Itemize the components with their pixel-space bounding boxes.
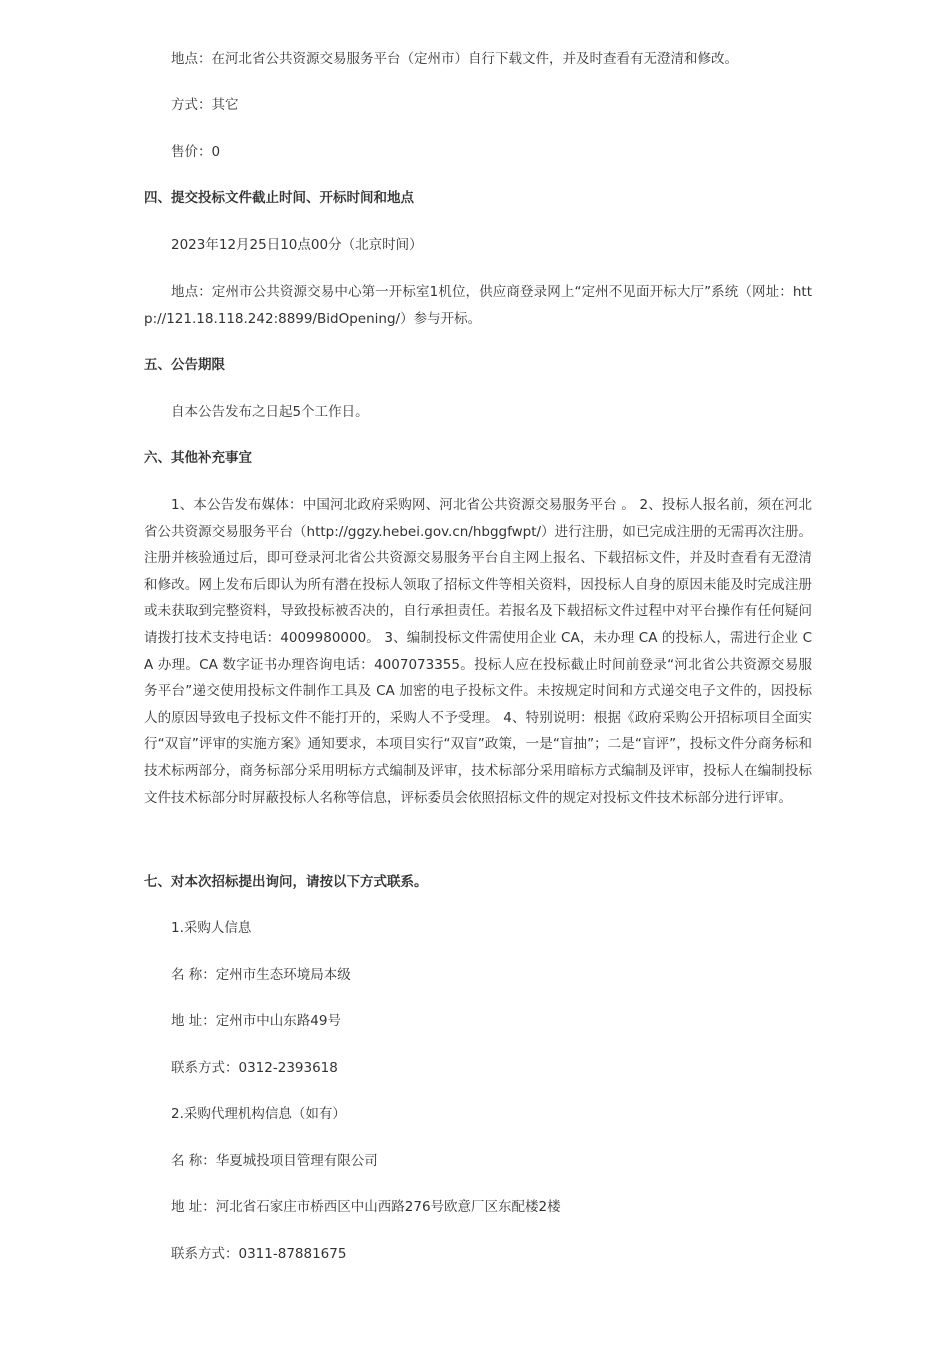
section-4-heading: 四、提交投标文件截止时间、开标时间和地点 (144, 190, 414, 206)
purchaser-contact: 联系方式：0312-2393618 (171, 1060, 338, 1076)
document-price: 售价：0 (171, 144, 221, 160)
acquisition-method: 方式：其它 (171, 97, 239, 113)
supplementary-notes: 1、本公告发布媒体：中国河北政府采购网、河北省公共资源交易服务平台 。 2、投标人报名前，须在河北省公共资源交易服务平台（http://ggzy.hebei.gov.cn/hbggfwpt/）进行注册，如已完成注册的无需再次注册。注册并核验通过后，即可登录河北省公共资源交易服务平台自主网上报名、下载招标文件，并及时查看有无澄清和修改。网上发布后即认为所有潜在投标人领取了招标文件等相关资料，因投标人自身的原因未能及时完成注册或未获取到完整资料，导致投标被否决的，自行承担责任。若报名及下载招标文件过程中对平台操作有任何疑问请拨打技术支持电话：4009980000。 3、编制投标文件需使用企业 CA，未办理 CA 的投标人，需进行企业 CA 办理。CA 数字证书办理咨询电话：4007073355。投标人应在投标截止时间前登录“河北省公共资源交易服务平台”递交使用投标文件制作工具及 CA 加密的电子投标文件。未按规定时间和方式递交电子文件的，因投标人的原因导致电子投标文件不能打开的，采购人不予受理。 4、特别说明：根据《政府采购公开招标项目全面实行“双盲”评审的实施方案》通知要求，本项目实行“双盲”政策，一是“盲抽”；二是“盲评”，投标文件分商务标和技术标两部分，商务标部分采用明标方式编制及评审，技术标部分采用暗标方式编制及评审，投标人在编制投标文件技术标部分时屏蔽投标人名称等信息，评标委员会依照招标文件的规定对投标文件技术标部分进行评审。 (144, 497, 812, 806)
agency-title: 2.采购代理机构信息（如有） (171, 1106, 346, 1122)
agency-contact: 联系方式：0311-87881675 (171, 1246, 347, 1262)
purchaser-name: 名 称：定州市生态环境局本级 (171, 967, 351, 983)
deadline-time: 2023年12月25日10点00分（北京时间） (171, 237, 423, 253)
opening-location: 地点：定州市公共资源交易中心第一开标室1机位，供应商登录网上“定州不见面开标大厅”系统（网址：http://121.18.118.242:8899/BidOpening/）参与开标。 (144, 284, 812, 327)
download-location: 地点：在河北省公共资源交易服务平台（定州市）自行下载文件，并及时查看有无澄清和修改。 (171, 51, 738, 67)
purchaser-address: 地 址：定州市中山东路49号 (171, 1013, 341, 1029)
section-6-heading: 六、其他补充事宜 (144, 450, 252, 466)
agency-address: 地 址：河北省石家庄市桥西区中山西路276号欧意厂区东配楼2楼 (171, 1199, 561, 1215)
announcement-period: 自本公告发布之日起5个工作日。 (171, 404, 369, 420)
agency-name: 名 称：华夏城投项目管理有限公司 (171, 1153, 378, 1169)
purchaser-title: 1.采购人信息 (171, 920, 252, 936)
section-7-heading: 七、对本次招标提出询问，请按以下方式联系。 (144, 874, 428, 890)
section-5-heading: 五、公告期限 (144, 357, 225, 373)
